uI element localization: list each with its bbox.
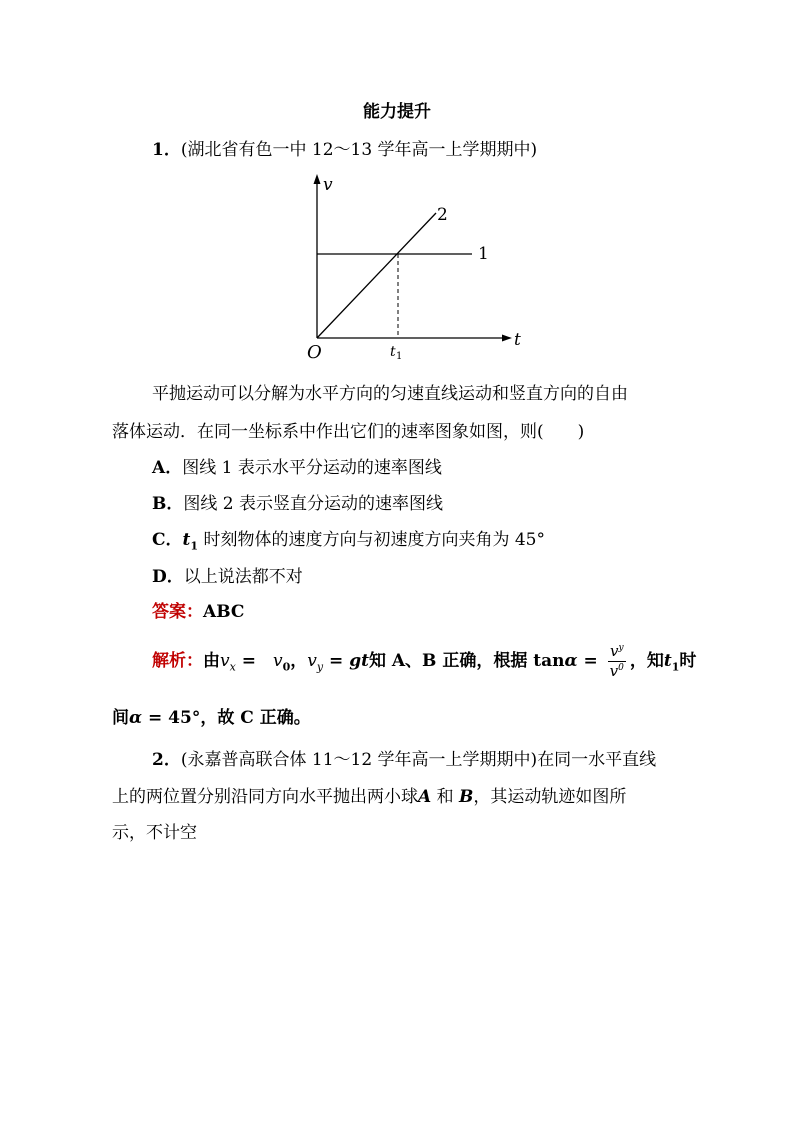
ball-a-label: A: [418, 787, 432, 807]
question-2-line-2-pre: 上的两位置分别沿同方向水平抛出两小球: [112, 787, 418, 807]
ball-b-label: B: [459, 787, 474, 807]
question-1-source: (湖北省有色一中 12～13 学年高一上学期期中): [180, 140, 538, 160]
answer-label: 答案: [152, 602, 186, 622]
option-a: [152, 453, 442, 478]
option-b-text: 图线 2 表示竖直分运动的速率图线: [183, 494, 443, 514]
analysis-line-1: [152, 644, 696, 679]
question-1-number: 1．: [152, 140, 181, 160]
question-2-line-2: [112, 782, 626, 807]
question-1-stem-line-2: 落体运动．在同一坐标系中作出它们的速率图象如图，则( ): [112, 422, 585, 442]
question-2-line-3: 示，不计空: [112, 823, 197, 843]
t1-var: t: [663, 651, 672, 671]
option-b: [152, 489, 443, 514]
option-b-label: B．: [152, 494, 184, 514]
vy-sub: y: [316, 660, 324, 674]
analysis-text-1: 由: [203, 651, 220, 671]
fraction-numerator: $v^y$: [609, 642, 624, 660]
question-1-stem-line-1: 平抛运动可以分解为水平方向的匀速直线运动和竖直方向的自由: [152, 384, 628, 404]
vx-sub: x: [229, 660, 236, 674]
question-2-number: 2．: [152, 750, 181, 770]
equals-2: =: [323, 651, 350, 671]
velocity-time-graph: [300, 170, 540, 365]
gt-var: gt: [349, 651, 369, 671]
alpha-var-2: α: [129, 708, 143, 728]
x-axis-arrow: [502, 335, 512, 342]
option-d-label: D．: [152, 567, 184, 587]
analysis-line-2-post: = 45°，故 C 正确。: [142, 708, 311, 728]
alpha-var: α: [564, 651, 578, 671]
x-axis-label: t: [514, 330, 521, 350]
option-d: [152, 562, 303, 587]
equals-3: =: [577, 651, 604, 671]
question-2-source: (永嘉普高联合体 11～12 学年高一上学期期中): [180, 750, 538, 770]
line-1-label: 1: [478, 244, 489, 264]
answer-value: ABC: [203, 602, 245, 622]
vy-var: v: [307, 651, 317, 671]
analysis-label: 解析: [152, 651, 186, 671]
answer-colon: ：: [186, 602, 203, 622]
analysis-text-3: ，知: [629, 651, 664, 671]
question-2-line-2-post: ，其运动轨迹如图所: [473, 787, 627, 807]
option-a-text: 图线 1 表示水平分运动的速率图线: [182, 458, 442, 478]
option-c-text: 时刻物体的速度方向与初速度方向夹角为 45°: [198, 530, 545, 550]
option-c-var: t: [182, 530, 191, 550]
analysis-colon: ：: [186, 651, 203, 671]
question-2-line-1: [152, 745, 656, 770]
v0-var: v: [273, 651, 283, 671]
y-axis-arrow: [314, 174, 321, 184]
option-d-text: 以上说法都不对: [183, 567, 303, 587]
t1-label: t: [390, 344, 396, 360]
option-c-label: C．: [152, 530, 183, 550]
equals-1: =: [235, 651, 273, 671]
analysis-line-2: [112, 703, 311, 728]
v0-sub: 0: [282, 660, 291, 674]
graph-line-2: [317, 213, 436, 338]
question-2-line-1-tail: 在同一水平直线: [537, 750, 657, 770]
t1-label-subscript: 1: [396, 351, 403, 362]
option-c: [152, 525, 545, 552]
comma-1: ，: [290, 651, 308, 671]
fraction-denominator: $v^0$: [609, 662, 624, 680]
question-1-header: [152, 135, 537, 160]
analysis-line-2-pre: 间: [112, 708, 129, 728]
question-2-and: 和: [431, 787, 460, 807]
option-c-sub: 1: [190, 539, 199, 553]
analysis-text-4: 时: [679, 651, 697, 671]
vx-var: v: [220, 651, 230, 671]
analysis-text-2: 知 A、B 正确，根据 tan: [368, 651, 565, 671]
tan-fraction: [608, 644, 626, 679]
answer-line: [152, 597, 244, 622]
t1-sub: 1: [671, 660, 680, 674]
line-2-label: 2: [437, 205, 448, 225]
option-a-label: A．: [152, 458, 183, 478]
y-axis-label: v: [323, 175, 333, 195]
section-title: 能力提升: [363, 102, 431, 122]
origin-label: O: [307, 342, 322, 363]
